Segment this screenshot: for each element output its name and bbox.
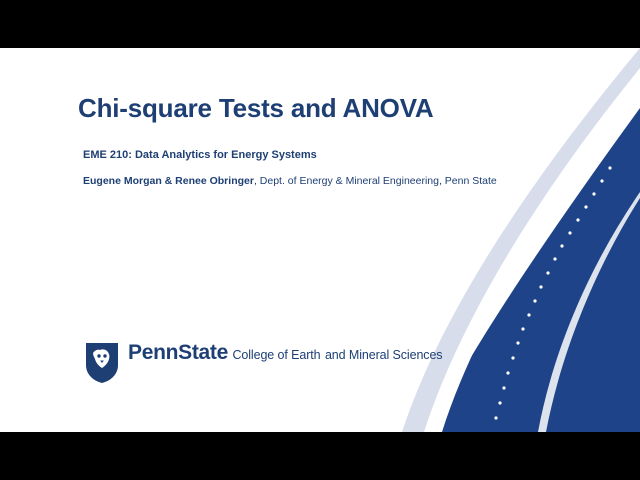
page-title: Chi-square Tests and ANOVA [78, 93, 434, 123]
presentation-slide [0, 48, 640, 432]
author-affiliation: , Dept. of Energy & Mineral Engineering, Penn State [253, 175, 497, 187]
logo-wordmark: PennState [128, 341, 228, 364]
author-names: Eugene Morgan & Renee Obringer [83, 175, 254, 187]
logo-unit-line-2: and Mineral Sciences [324, 348, 443, 362]
penn-state-logo [84, 341, 442, 385]
logo-text-block [128, 341, 442, 364]
penn-state-shield-icon [84, 341, 120, 385]
letterbox-top [0, 0, 640, 48]
letterbox-bottom [0, 432, 640, 480]
authors-line [83, 175, 497, 187]
logo-unit-line-1: College of Earth [232, 348, 321, 362]
course-subtitle: EME 210: Data Analytics for Energy Systems [83, 149, 317, 161]
